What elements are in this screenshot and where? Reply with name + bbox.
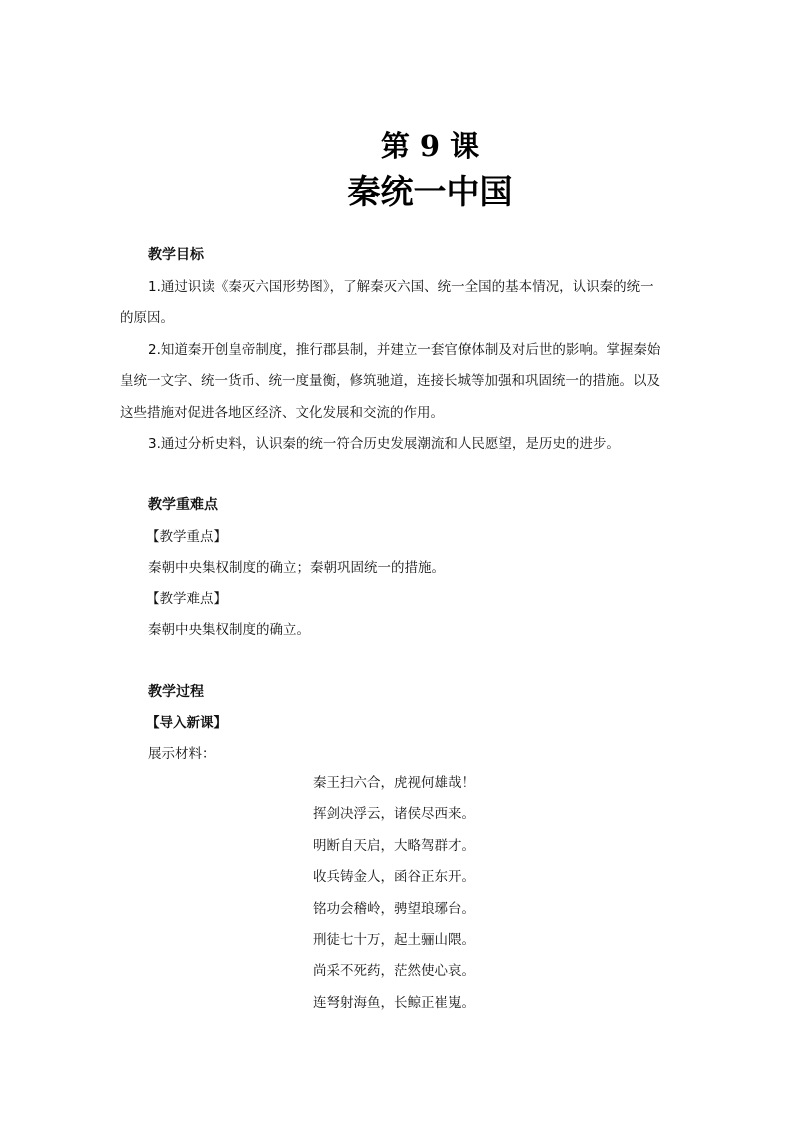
keypoints-heading: 教学重难点 [148, 497, 218, 513]
poem-line: 收兵铸金人，函谷正东开。 [313, 869, 475, 886]
intro-label: 【导入新课】 [146, 715, 227, 731]
objective-2-line-1: 2.知道秦开创皇帝制度，推行郡县制，并建立一套官僚体制及对后世的影响。掌握秦始 [148, 342, 661, 358]
poem-line: 明断自天启，大略驾群才。 [313, 837, 475, 854]
focus-label: 【教学重点】 [146, 529, 227, 545]
difficulty-text: 秦朝中央集权制度的确立。 [148, 622, 310, 638]
poem-line: 铭功会稽岭，骋望琅琊台。 [313, 900, 475, 917]
objective-1-line-1: 1.通过识读《秦灭六国形势图》，了解秦灭六国、统一全国的基本情况，认识秦的统一 [148, 279, 654, 295]
objectives-heading: 教学目标 [148, 247, 204, 263]
material-label: 展示材料： [148, 746, 216, 762]
poem-line: 尚采不死药，茫然使心哀。 [313, 963, 475, 980]
lesson-topic-title: 秦统一中国 [347, 172, 513, 211]
poem-block [313, 772, 573, 1023]
poem-line: 连弩射海鱼，长鲸正崔嵬。 [313, 994, 475, 1011]
objective-2-line-3: 这些措施对促进各地区经济、文化发展和交流的作用。 [120, 405, 444, 421]
objective-1-line-2: 的原因。 [120, 310, 174, 326]
objective-2-line-2: 皇统一文字、统一货币、统一度量衡，修筑驰道，连接长城等加强和巩固统一的措施。以及 [120, 373, 660, 389]
lesson-number-title: 第 9 课 [380, 129, 480, 163]
focus-text: 秦朝中央集权制度的确立；秦朝巩固统一的措施。 [148, 560, 445, 576]
difficulty-label: 【教学难点】 [146, 591, 227, 607]
poem-line: 挥剑决浮云，诸侯尽西来。 [313, 806, 475, 823]
poem-line: 刑徒七十万，起土骊山隈。 [313, 931, 475, 948]
process-heading: 教学过程 [148, 684, 204, 700]
objective-3: 3.通过分析史料，认识秦的统一符合历史发展潮流和人民愿望，是历史的进步。 [148, 436, 620, 452]
poem-line: 秦王扫六合，虎视何雄哉！ [313, 775, 475, 791]
